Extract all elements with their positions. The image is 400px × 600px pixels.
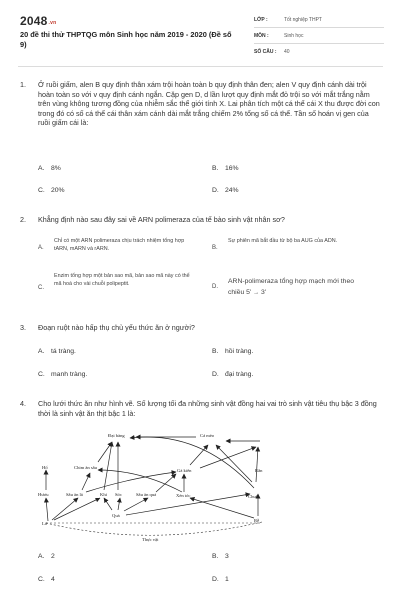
option-letter: C. — [38, 371, 45, 378]
question-number: 2. — [20, 215, 26, 224]
option-letter: D. — [212, 576, 219, 583]
option-text: Enzim tổng hợp một bản sao mã, bản sao mã này có thể mã hoá cho vài chuỗi polipeptit. — [54, 273, 190, 287]
node-qua: Quả — [112, 513, 120, 518]
option-letter: A. — [38, 553, 45, 560]
node-chuot: Chuột — [248, 494, 260, 499]
meta-label: MÔN : — [254, 32, 269, 39]
exam-title: 20 đề thi thử THPTQG môn Sinh học năm 2019 - 2020 (Đề số 9) — [20, 30, 232, 49]
option-text: hồi tràng. — [225, 348, 254, 355]
option-text: 4 — [51, 576, 55, 583]
node-thuc-vat: Thực vật — [142, 537, 159, 542]
question-number: 3. — [20, 323, 26, 332]
node-soc: Sóc — [115, 492, 122, 497]
option-c[interactable] — [38, 576, 55, 583]
option-text: đại tràng. — [225, 371, 254, 378]
option-text: 3 — [225, 553, 229, 560]
option-text: 1 — [225, 576, 229, 583]
node-xen-toc: Xén tóc — [176, 493, 191, 498]
option-letter: D. — [212, 187, 219, 194]
option-letter: A. — [38, 165, 45, 172]
option-letter: D. — [212, 371, 219, 378]
node-chim-an-sau: Chim ăn sâu — [74, 465, 97, 470]
option-b[interactable] — [212, 553, 229, 560]
question-number: 4. — [20, 399, 26, 408]
node-ga-kien: Gà kiến — [177, 468, 192, 473]
option-text: 8% — [51, 165, 61, 172]
thuc-vat-bracket — [46, 522, 262, 535]
question-text: Cho lưới thức ăn như hình vẽ. Số lượng tối đa những sinh vật đồng hai vai trò sinh vật tiêu thụ bậc 3 đồng thời là sinh vật ăn thịt bậc 1 là: — [38, 399, 377, 418]
option-letter: C. — [38, 576, 45, 583]
option-text: 24% — [225, 187, 239, 194]
question-text: Đoạn ruột nào hấp thụ chủ yếu thức ăn ở người? — [38, 323, 195, 332]
meta-label: SỐ CÂU : — [254, 48, 277, 55]
node-huou: Hươu — [38, 492, 49, 497]
option-letter: D. — [212, 284, 218, 290]
option-letter: B. — [212, 553, 219, 560]
option-text: 2 — [51, 553, 55, 560]
question-text: Khẳng định nào sau đây sai về ARN polimeraza của tế bào sinh vật nhân sơ? — [38, 215, 285, 224]
food-web-labels — [38, 433, 263, 542]
node-dai-bang: Đại bàng — [108, 433, 125, 438]
option-text: tá tràng. — [51, 348, 76, 355]
node-khi: Khỉ — [100, 492, 107, 497]
node-ca-meo: Cá mèo — [200, 433, 215, 438]
logo-tld: .vn — [48, 20, 57, 26]
option-letter: A. — [38, 348, 45, 355]
logo-text: 2048 — [20, 14, 48, 28]
option-text: 20% — [51, 187, 65, 194]
meta-label: LỚP : — [254, 16, 268, 23]
food-web-arrows — [46, 437, 260, 521]
node-sau-an-qua: Sâu ăn quả — [136, 492, 157, 497]
arrow-symbol: → — [253, 290, 260, 296]
node-ran: Rắn — [255, 468, 263, 473]
option-text: Chỉ có một ARN polimeraza chịu trách nhiệm tổng hợp tARN, mARN và rARN. — [54, 238, 185, 252]
meta-value: 40 — [284, 48, 290, 55]
option-letter: B. — [212, 165, 219, 172]
option-letter: B. — [212, 245, 218, 251]
option-d[interactable] — [212, 576, 229, 583]
option-a[interactable] — [38, 553, 55, 560]
node-la: Lá — [42, 521, 47, 526]
meta-value: Tốt nghiệp THPT — [284, 16, 322, 23]
node-ho: Hổ — [42, 465, 48, 470]
node-sau-an-la: Sâu ăn lá — [66, 492, 83, 497]
option-text: manh tràng. — [51, 371, 88, 378]
meta-value: Sinh học — [284, 32, 304, 39]
node-re: Rễ — [254, 518, 260, 523]
question-number: 1. — [20, 80, 26, 89]
question-text: Ở ruồi giấm, alen B quy định thân xám trội hoàn toàn b quy định thân đen; alen V quy định cánh dài trội hoàn toàn so với v quy định cánh ngắn. Cặp gen D, d lần lượt quy định mắt đỏ trội so với mắt trắng nằm trên vùng không tương đồng của nhiễm sắc thể giới tính X. Lai phân tích một cá thể cái X thu được đời con trong đó có số cá thể cái thân xám cánh dài mắt trắng chiếm 2% tổng số cá thể. Tần số hoán vị gen của ruồi giấm cái là: — [38, 80, 380, 128]
option-letter: C. — [38, 187, 45, 194]
option-text: ARN-polimeraza tổng hợp mạch mới theo chiều 5' — [228, 278, 355, 296]
option-text: Sự phiên mã bắt đầu từ bộ ba AUG của ADN. — [228, 238, 338, 244]
option-letter: B. — [212, 348, 219, 355]
option-letter: A. — [38, 245, 44, 251]
option-text: 16% — [225, 165, 239, 172]
option-letter: C. — [38, 285, 44, 291]
option-text-tail: 3' — [261, 289, 267, 296]
